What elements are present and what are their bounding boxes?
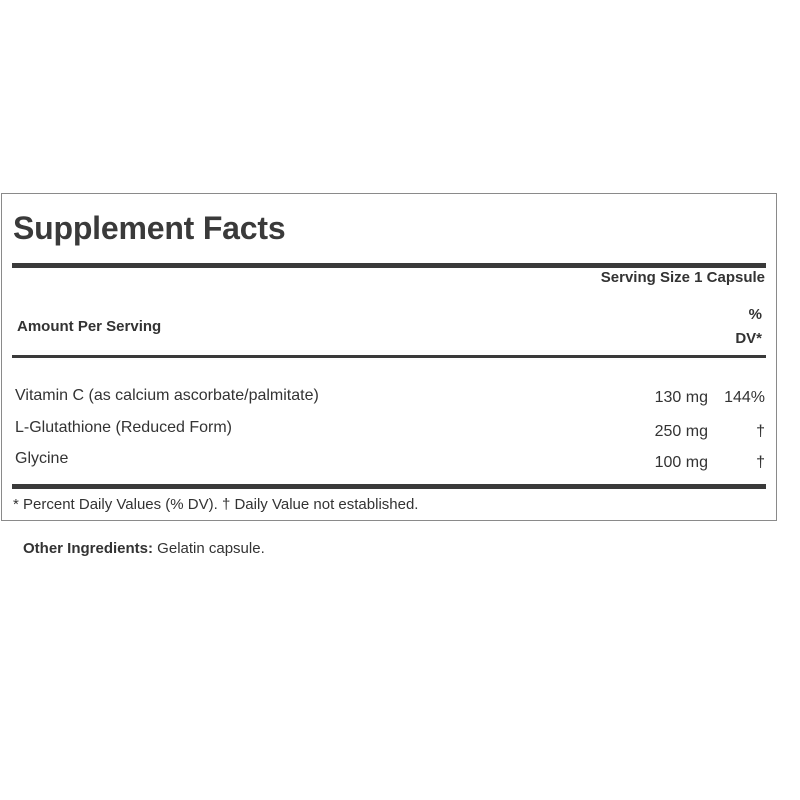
dv-header-percent: % <box>748 306 762 323</box>
nutrient-row <box>2 419 778 443</box>
header-divider <box>12 355 766 358</box>
nutrient-amount: 100 mg <box>654 454 708 471</box>
nutrient-name: Vitamin C (as calcium ascorbate/palmitate) <box>15 387 319 404</box>
nutrient-name: Glycine <box>15 450 69 467</box>
nutrient-amount: 130 mg <box>654 389 708 406</box>
other-ingredients-value: Gelatin capsule. <box>153 540 265 557</box>
nutrient-row <box>2 387 778 411</box>
nutrient-daily-value: † <box>756 423 765 440</box>
supplement-facts-panel <box>1 193 777 521</box>
other-ingredients-label: Other Ingredients: <box>23 540 154 557</box>
daily-value-header <box>722 303 762 351</box>
daily-value-footnote: * Percent Daily Values (% DV). † Daily Value not established. <box>13 496 419 513</box>
dv-header-dv: DV* <box>735 330 762 347</box>
panel-title: Supplement Facts <box>13 210 286 246</box>
nutrient-row <box>2 450 778 474</box>
other-ingredients <box>23 540 265 557</box>
nutrients-divider <box>12 484 766 489</box>
nutrient-daily-value: 144% <box>724 389 765 406</box>
nutrient-daily-value: † <box>756 454 765 471</box>
title-divider <box>12 263 766 268</box>
nutrient-amount: 250 mg <box>654 423 708 440</box>
serving-size: Serving Size 1 Capsule <box>600 269 765 286</box>
nutrient-name: L-Glutathione (Reduced Form) <box>15 419 232 436</box>
amount-per-serving-label: Amount Per Serving <box>17 318 162 335</box>
